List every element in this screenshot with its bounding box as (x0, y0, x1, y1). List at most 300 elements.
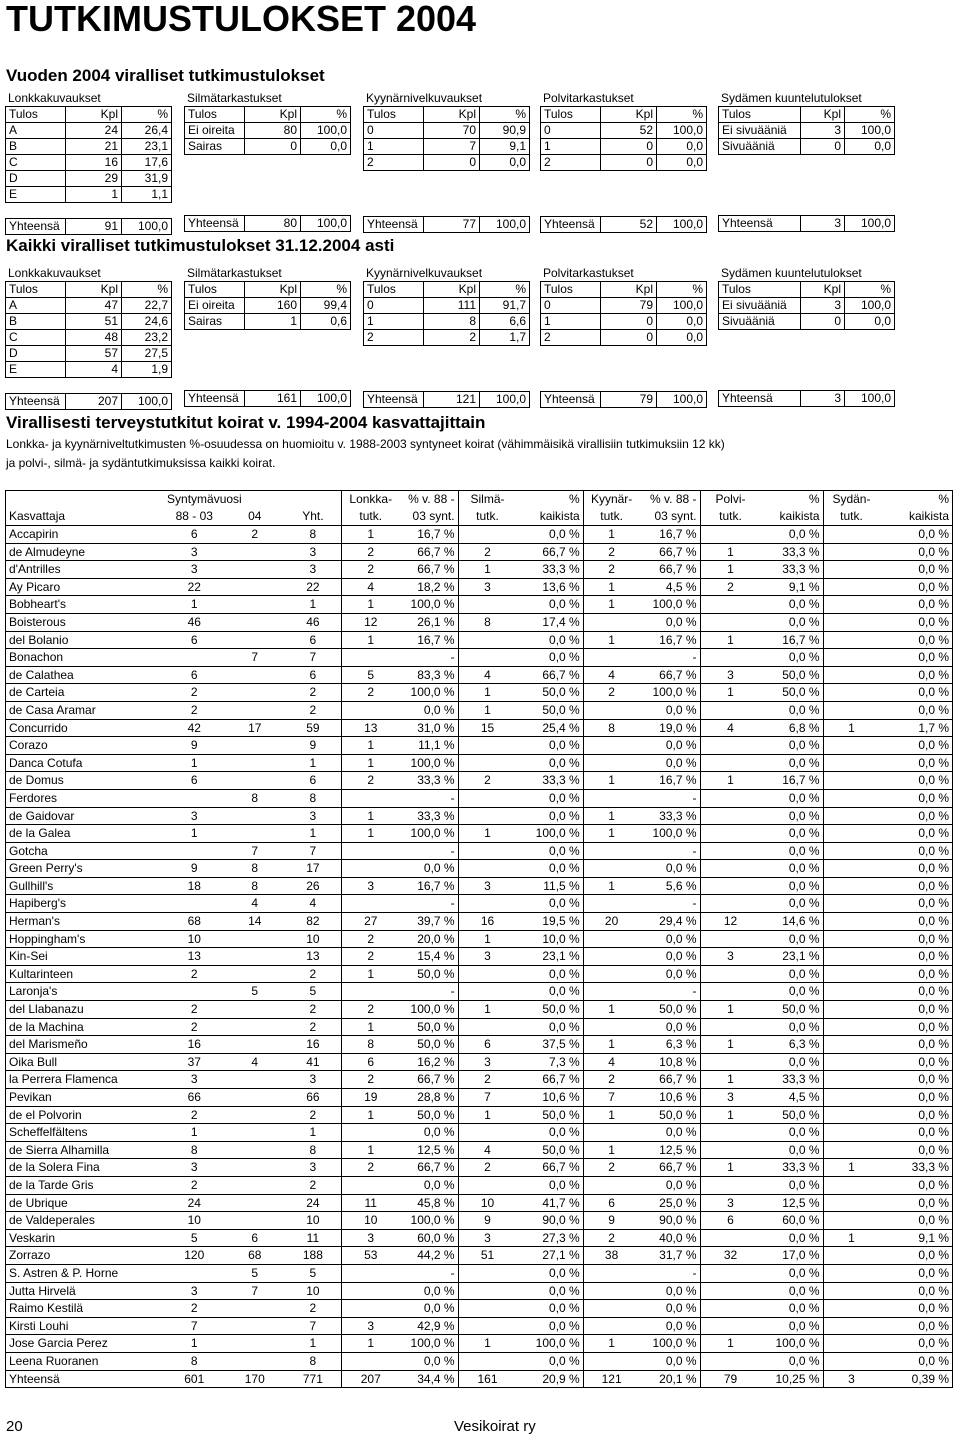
cell (458, 1176, 516, 1194)
cell: 2 (458, 1159, 516, 1177)
cell: 20,9 % (516, 1370, 583, 1388)
cell (185, 185, 245, 200)
cell: 48 (66, 330, 122, 346)
cell: 100,0 (301, 391, 351, 407)
cell: 33,3 % (400, 772, 458, 790)
cell: 3 (164, 543, 224, 561)
result-table (5, 106, 172, 235)
cell: 23,1 % (516, 948, 583, 966)
cell (480, 346, 530, 362)
cell: 0,0 % (400, 1282, 458, 1300)
cell (6, 203, 66, 219)
table-row (6, 895, 953, 913)
group-label: Silmätarkastukset (187, 266, 282, 280)
cell: 33,3 % (760, 561, 823, 579)
cell: Accapirin (6, 526, 165, 544)
cell (164, 1264, 224, 1282)
cell: tutk. (583, 508, 639, 526)
cell: tutk. (341, 508, 399, 526)
cell: 2 (341, 948, 399, 966)
cell: 16,7 % (640, 526, 700, 544)
cell: 2 (285, 965, 341, 983)
cell (700, 701, 760, 719)
cell: 100,0 (845, 216, 895, 232)
cell (583, 983, 639, 1001)
cell (700, 1352, 760, 1370)
cell: 7 (164, 1317, 224, 1335)
cell (122, 378, 172, 394)
cell (823, 561, 879, 579)
cell: 9 (164, 737, 224, 755)
cell (583, 930, 639, 948)
cell: 1 (700, 1071, 760, 1089)
cell: 0,0 % (760, 1018, 823, 1036)
cell: Tulos (719, 107, 801, 123)
cell: 0,0 % (879, 825, 952, 843)
cell: 0,0 % (640, 701, 700, 719)
cell: Boisterous (6, 613, 165, 631)
cell (700, 1124, 760, 1142)
cell: 15,4 % (400, 948, 458, 966)
result-row (185, 330, 351, 346)
cell: 50,0 % (400, 1106, 458, 1124)
cell (719, 360, 801, 375)
total-row (541, 392, 707, 408)
result-row (6, 362, 172, 378)
cell: 100,0 % (400, 684, 458, 702)
cell: 1 (700, 561, 760, 579)
cell (458, 526, 516, 544)
cell (823, 1176, 879, 1194)
cell: de Almudeyne (6, 543, 165, 561)
cell: 100,0 % (400, 1212, 458, 1230)
cell: 1 (458, 1001, 516, 1019)
cell: 0,0 % (879, 772, 952, 790)
cell: 16,7 % (640, 772, 700, 790)
cell (245, 375, 301, 391)
cell: C (6, 330, 66, 346)
cell: 79 (601, 392, 657, 408)
total-row (185, 391, 351, 407)
result-row (541, 298, 707, 314)
cell (823, 578, 879, 596)
cell: 66 (164, 1089, 224, 1107)
cell: 1 (285, 596, 341, 614)
cell: 5,6 % (640, 877, 700, 895)
total-row (6, 219, 172, 235)
cell: 1 (583, 578, 639, 596)
cell: 0,0 (657, 330, 707, 346)
header-row (364, 282, 530, 298)
cell (341, 1300, 399, 1318)
cell: 66 (285, 1089, 341, 1107)
cell: 0 (601, 155, 657, 171)
cell: 4 (341, 578, 399, 596)
cell: 1 (458, 1106, 516, 1124)
cell: 44,2 % (400, 1247, 458, 1265)
cell (583, 842, 639, 860)
cell: 2 (164, 1001, 224, 1019)
result-row (541, 361, 707, 376)
cell: 10 (164, 930, 224, 948)
cell: Ay Picaro (6, 578, 165, 596)
cell (823, 842, 879, 860)
cell: 0,0 % (516, 1282, 583, 1300)
cell: - (400, 983, 458, 1001)
cell: 66,7 % (400, 561, 458, 579)
cell (424, 171, 480, 187)
cell: % (480, 107, 530, 123)
cell: 80 (245, 216, 301, 232)
cell: 33,3 % (760, 1071, 823, 1089)
result-row (185, 200, 351, 216)
cell: 0,0 % (400, 1352, 458, 1370)
cell: 6 (700, 1212, 760, 1230)
table-row (6, 1352, 953, 1370)
cell: 1 (285, 1335, 341, 1353)
cell: 20,0 % (400, 930, 458, 948)
cell: 7 (285, 649, 341, 667)
cell (245, 155, 301, 171)
cell (823, 1317, 879, 1335)
cell (845, 330, 895, 346)
cell: 2 (164, 1300, 224, 1318)
cell: Tulos (6, 282, 66, 298)
cell (700, 1053, 760, 1071)
table-row (6, 1089, 953, 1107)
cell: 57 (66, 346, 122, 362)
cell: 1 (164, 825, 224, 843)
cell: 0,0 % (760, 1124, 823, 1142)
cell: 0,0 % (516, 1317, 583, 1335)
cell (801, 170, 845, 185)
cell: 90,0 % (640, 1212, 700, 1230)
cell (583, 1300, 639, 1318)
cell: Scheffelfältens (6, 1124, 165, 1142)
cell (700, 860, 760, 878)
cell: 3 (285, 1071, 341, 1089)
table-row (6, 1229, 953, 1247)
cell (801, 185, 845, 200)
cell (583, 1018, 639, 1036)
cell: 0,0 % (640, 860, 700, 878)
cell: 120 (164, 1247, 224, 1265)
cell (583, 1317, 639, 1335)
cell: 0,0 % (760, 596, 823, 614)
group-label: Sydämen kuuntelutulokset (721, 266, 862, 280)
cell (225, 807, 285, 825)
group-label: Polvitarkastukset (543, 91, 634, 105)
cell (583, 754, 639, 772)
result-row (185, 139, 351, 155)
result-row (364, 123, 530, 139)
cell (601, 346, 657, 362)
cell: Silmä- (458, 491, 516, 509)
cell (245, 360, 301, 375)
cell: % (879, 491, 952, 509)
cell: 0,0 % (879, 561, 952, 579)
result-row (6, 378, 172, 394)
cell: 0,6 (301, 314, 351, 330)
cell (341, 860, 399, 878)
cell: 2 (341, 772, 399, 790)
cell: 3 (700, 948, 760, 966)
cell: 0,0 % (760, 737, 823, 755)
cell: 188 (285, 1247, 341, 1265)
result-row (6, 346, 172, 362)
cell (583, 1264, 639, 1282)
cell: 28,8 % (400, 1089, 458, 1107)
table-row (6, 1001, 953, 1019)
cell (601, 186, 657, 201)
cell (700, 1018, 760, 1036)
cell (700, 895, 760, 913)
cell: - (640, 649, 700, 667)
result-row (364, 201, 530, 217)
cell (341, 1282, 399, 1300)
cell (341, 1264, 399, 1282)
cell (583, 1176, 639, 1194)
cell: 51 (458, 1247, 516, 1265)
cell: 22 (285, 578, 341, 596)
cell: 20 (583, 913, 639, 931)
cell: 27,1 % (516, 1247, 583, 1265)
cell: 601 (164, 1370, 224, 1388)
cell: 29 (66, 171, 122, 187)
cell (458, 737, 516, 755)
cell (225, 1089, 285, 1107)
cell: 59 (285, 719, 341, 737)
cell (823, 1282, 879, 1300)
cell: 9,1 % (879, 1229, 952, 1247)
cell: A (6, 298, 66, 314)
result-row (719, 155, 895, 171)
cell (341, 1124, 399, 1142)
group-label: Polvitarkastukset (543, 266, 634, 280)
cell (823, 1247, 879, 1265)
cell: 33,3 % (640, 807, 700, 825)
cell: de Valdeperales (6, 1212, 165, 1230)
cell (823, 754, 879, 772)
cell: 50,0 % (400, 1036, 458, 1054)
cell: 100,0 (301, 216, 351, 232)
cell: 121 (583, 1370, 639, 1388)
cell: Yhteensä (719, 216, 801, 232)
cell: 0,0 % (516, 1264, 583, 1282)
cell (823, 737, 879, 755)
cell: 0,0 % (516, 983, 583, 1001)
cell: 0,0 % (640, 965, 700, 983)
cell: 7 (583, 1089, 639, 1107)
cell (719, 330, 801, 346)
cell (719, 200, 801, 216)
cell: 14,6 % (760, 913, 823, 931)
cell: 0,0 % (400, 701, 458, 719)
cell (458, 631, 516, 649)
result-row (6, 139, 172, 155)
cell: 0,0 % (516, 807, 583, 825)
cell: 23,1 (122, 139, 172, 155)
cell: 1 (583, 1106, 639, 1124)
cell: 0 (424, 155, 480, 171)
total-row (364, 392, 530, 408)
cell: B (6, 139, 66, 155)
cell: Kpl (245, 107, 301, 123)
cell: de Domus (6, 772, 165, 790)
cell: Kyynär- (583, 491, 639, 509)
cell (185, 330, 245, 346)
cell: 0,0 % (516, 754, 583, 772)
group-label: Silmätarkastukset (187, 91, 282, 105)
cell: 11,5 % (516, 877, 583, 895)
cell (225, 701, 285, 719)
cell (700, 1264, 760, 1282)
cell: 0,0 % (640, 930, 700, 948)
cell: - (640, 895, 700, 913)
cell: 0,0 % (760, 895, 823, 913)
cell: 12,5 % (640, 1141, 700, 1159)
cell: del Marismeño (6, 1036, 165, 1054)
cell (700, 1229, 760, 1247)
cell (458, 1018, 516, 1036)
cell (341, 789, 399, 807)
cell (245, 330, 301, 346)
cell: 33,3 % (400, 807, 458, 825)
cell: 2 (541, 155, 601, 171)
cell: Kirsti Louhi (6, 1317, 165, 1335)
result-row (6, 298, 172, 314)
cell: Jose Garcia Perez (6, 1335, 165, 1353)
cell: 100,0 (845, 391, 895, 407)
cell: 91,7 (480, 298, 530, 314)
cell (225, 948, 285, 966)
cell: 100,0 % (400, 825, 458, 843)
cell (458, 649, 516, 667)
cell: 0,0 % (760, 526, 823, 544)
result-row (185, 155, 351, 171)
cell: 0,0 % (760, 1317, 823, 1335)
result-row (6, 330, 172, 346)
cell (700, 1317, 760, 1335)
result-row (364, 139, 530, 155)
cell: 0,0 % (516, 596, 583, 614)
cell: 03 synt. (400, 508, 458, 526)
result-row (185, 298, 351, 314)
cell (601, 376, 657, 392)
cell: 33,3 % (760, 1159, 823, 1177)
cell (225, 1106, 285, 1124)
cell: 1 (164, 1124, 224, 1142)
cell: Leena Ruoranen (6, 1352, 165, 1370)
total-row (719, 391, 895, 407)
cell: 66,7 % (400, 1071, 458, 1089)
cell: de Casa Aramar (6, 701, 165, 719)
result-row (185, 314, 351, 330)
cell: 0,0 % (879, 754, 952, 772)
cell: 2 (285, 1176, 341, 1194)
cell (301, 170, 351, 185)
cell: 8 (285, 1141, 341, 1159)
cell: 10 (341, 1212, 399, 1230)
cell (823, 877, 879, 895)
cell (225, 754, 285, 772)
cell (458, 1300, 516, 1318)
cell: 50,0 % (516, 701, 583, 719)
cell: 60,0 % (760, 1212, 823, 1230)
cell (245, 170, 301, 185)
cell (823, 543, 879, 561)
result-row (364, 314, 530, 330)
cell: 11,1 % (400, 737, 458, 755)
result-row (364, 330, 530, 346)
cell: 2 (583, 684, 639, 702)
cell: 0,0 % (879, 543, 952, 561)
cell (458, 842, 516, 860)
cell (225, 1036, 285, 1054)
cell (225, 561, 285, 579)
cell: 33,3 % (760, 543, 823, 561)
cell (845, 360, 895, 375)
cell: de la Machina (6, 1018, 165, 1036)
cell (225, 1071, 285, 1089)
cell: 10,0 % (516, 930, 583, 948)
cell: 3 (164, 1159, 224, 1177)
cell: Lonkka- (341, 491, 399, 509)
cell (122, 203, 172, 219)
cell: 0 (801, 314, 845, 330)
table-row (6, 772, 953, 790)
cell: 33,3 % (516, 772, 583, 790)
cell: 1 (341, 596, 399, 614)
cell: 0,0 % (879, 578, 952, 596)
cell: Tulos (541, 282, 601, 298)
cell: 10 (285, 1212, 341, 1230)
table-row (6, 930, 953, 948)
cell: 0,0 % (640, 613, 700, 631)
cell (341, 1352, 399, 1370)
cell: 771 (285, 1370, 341, 1388)
group-label: Sydämen kuuntelutulokset (721, 91, 862, 105)
cell: 4 (583, 1053, 639, 1071)
result-row (185, 345, 351, 360)
result-table (5, 281, 172, 410)
cell: 0,0 % (879, 965, 952, 983)
cell: 12,5 % (760, 1194, 823, 1212)
cell (225, 1212, 285, 1230)
cell: 7 (285, 1317, 341, 1335)
cell (458, 1124, 516, 1142)
cell (657, 186, 707, 201)
cell: 0,0 % (640, 1018, 700, 1036)
cell: 1 (700, 1036, 760, 1054)
result-row (364, 376, 530, 392)
result-row (719, 330, 895, 346)
cell: 2 (583, 1159, 639, 1177)
cell: - (640, 983, 700, 1001)
total-row (719, 216, 895, 232)
cell (341, 895, 399, 913)
cell (480, 201, 530, 217)
cell: 2 (458, 772, 516, 790)
cell: 2 (285, 1300, 341, 1318)
section2-heading: Kaikki viralliset tutkimustulokset 31.12.2004 asti (6, 236, 395, 255)
cell (845, 155, 895, 171)
cell (458, 860, 516, 878)
result-row (364, 346, 530, 362)
cell (823, 1036, 879, 1054)
result-row (185, 123, 351, 139)
cell: 0,0 % (760, 825, 823, 843)
